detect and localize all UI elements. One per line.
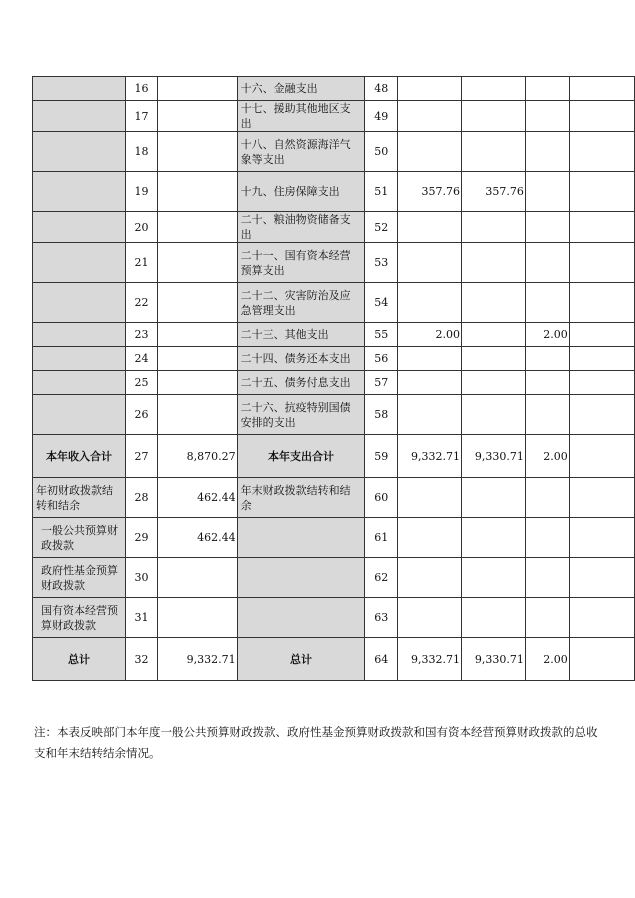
left-amount-cell: 8,870.27 xyxy=(157,435,237,478)
right-label-cell: 十六、金融支出 xyxy=(237,77,365,101)
left-line-number: 19 xyxy=(126,172,158,212)
total-amount-cell xyxy=(398,283,462,323)
left-amount-cell xyxy=(157,347,237,371)
fund-budget-cell xyxy=(525,558,569,598)
right-label-cell: 二十二、灾害防治及应急管理支出 xyxy=(237,283,365,323)
general-budget-cell xyxy=(462,395,526,435)
table-row xyxy=(33,212,635,243)
table-row xyxy=(33,323,635,347)
table-row xyxy=(33,395,635,435)
total-amount-cell: 357.76 xyxy=(398,172,462,212)
total-amount-cell: 9,332.71 xyxy=(398,638,462,681)
state-capital-cell xyxy=(569,101,634,132)
right-label-cell: 总计 xyxy=(237,638,365,681)
left-amount-cell xyxy=(157,598,237,638)
left-label-cell xyxy=(33,323,126,347)
general-budget-cell xyxy=(462,243,526,283)
table-note: 注：本表反映部门本年度一般公共预算财政拨款、政府性基金预算财政拨款和国有资本经营预算财政拨款的总收支和年末结转结余情况。 xyxy=(34,725,598,760)
left-amount-cell xyxy=(157,77,237,101)
general-budget-cell xyxy=(462,132,526,172)
left-line-number: 22 xyxy=(126,283,158,323)
left-label-cell: 政府性基金预算财政拨款 xyxy=(33,558,126,598)
right-label-cell xyxy=(237,558,365,598)
fund-budget-cell xyxy=(525,347,569,371)
left-amount-cell xyxy=(157,243,237,283)
left-label-cell xyxy=(33,243,126,283)
left-line-number: 32 xyxy=(126,638,158,681)
right-line-number: 55 xyxy=(365,323,398,347)
total-amount-cell xyxy=(398,395,462,435)
state-capital-cell xyxy=(569,598,634,638)
total-amount-cell xyxy=(398,347,462,371)
general-budget-cell xyxy=(462,347,526,371)
total-amount-cell xyxy=(398,101,462,132)
left-line-number: 30 xyxy=(126,558,158,598)
state-capital-cell xyxy=(569,558,634,598)
table-row xyxy=(33,598,635,638)
left-amount-cell xyxy=(157,101,237,132)
table-row xyxy=(33,638,635,681)
state-capital-cell xyxy=(569,347,634,371)
right-label-cell: 二十、粮油物资储备支出 xyxy=(237,212,365,243)
right-line-number: 49 xyxy=(365,101,398,132)
general-budget-cell: 357.76 xyxy=(462,172,526,212)
state-capital-cell xyxy=(569,478,634,518)
right-line-number: 63 xyxy=(365,598,398,638)
left-line-number: 26 xyxy=(126,395,158,435)
left-line-number: 17 xyxy=(126,101,158,132)
fund-budget-cell: 2.00 xyxy=(525,323,569,347)
fund-budget-cell xyxy=(525,243,569,283)
right-label-cell: 二十一、国有资本经营预算支出 xyxy=(237,243,365,283)
table-body xyxy=(33,77,635,681)
general-budget-cell xyxy=(462,283,526,323)
general-budget-cell xyxy=(462,598,526,638)
general-budget-cell xyxy=(462,518,526,558)
right-line-number: 48 xyxy=(365,77,398,101)
right-label-cell xyxy=(237,598,365,638)
right-label-cell: 十九、住房保障支出 xyxy=(237,172,365,212)
right-line-number: 54 xyxy=(365,283,398,323)
total-amount-cell xyxy=(398,598,462,638)
table-row xyxy=(33,243,635,283)
total-amount-cell xyxy=(398,478,462,518)
left-label-cell: 国有资本经营预算财政拨款 xyxy=(33,598,126,638)
budget-table xyxy=(32,76,635,681)
general-budget-cell: 9,330.71 xyxy=(462,435,526,478)
right-line-number: 53 xyxy=(365,243,398,283)
table-row xyxy=(33,77,635,101)
fund-budget-cell xyxy=(525,283,569,323)
table-row xyxy=(33,371,635,395)
left-label-cell xyxy=(33,77,126,101)
left-amount-cell: 9,332.71 xyxy=(157,638,237,681)
fund-budget-cell xyxy=(525,598,569,638)
table-row xyxy=(33,283,635,323)
right-label-cell: 二十三、其他支出 xyxy=(237,323,365,347)
total-amount-cell xyxy=(398,518,462,558)
right-line-number: 58 xyxy=(365,395,398,435)
state-capital-cell xyxy=(569,243,634,283)
right-label-cell: 二十五、债务付息支出 xyxy=(237,371,365,395)
fund-budget-cell xyxy=(525,172,569,212)
fund-budget-cell: 2.00 xyxy=(525,435,569,478)
left-line-number: 25 xyxy=(126,371,158,395)
state-capital-cell xyxy=(569,518,634,558)
right-line-number: 52 xyxy=(365,212,398,243)
left-line-number: 31 xyxy=(126,598,158,638)
table-row xyxy=(33,347,635,371)
left-line-number: 20 xyxy=(126,212,158,243)
general-budget-cell xyxy=(462,371,526,395)
fund-budget-cell xyxy=(525,371,569,395)
table-row xyxy=(33,172,635,212)
fund-budget-cell xyxy=(525,518,569,558)
right-label-cell xyxy=(237,518,365,558)
left-label-cell xyxy=(33,101,126,132)
right-line-number: 64 xyxy=(365,638,398,681)
state-capital-cell xyxy=(569,323,634,347)
state-capital-cell xyxy=(569,172,634,212)
left-label-cell xyxy=(33,212,126,243)
total-amount-cell: 2.00 xyxy=(398,323,462,347)
right-label-cell: 年末财政拨款结转和结余 xyxy=(237,478,365,518)
left-line-number: 27 xyxy=(126,435,158,478)
left-amount-cell xyxy=(157,132,237,172)
right-label-cell: 十七、援助其他地区支出 xyxy=(237,101,365,132)
left-line-number: 23 xyxy=(126,323,158,347)
right-label-cell: 十八、自然资源海洋气象等支出 xyxy=(237,132,365,172)
right-line-number: 62 xyxy=(365,558,398,598)
fund-budget-cell xyxy=(525,132,569,172)
fund-budget-cell xyxy=(525,395,569,435)
fund-budget-cell xyxy=(525,212,569,243)
fund-budget-cell xyxy=(525,101,569,132)
right-line-number: 51 xyxy=(365,172,398,212)
total-amount-cell xyxy=(398,77,462,101)
right-line-number: 56 xyxy=(365,347,398,371)
left-label-cell xyxy=(33,283,126,323)
general-budget-cell xyxy=(462,323,526,347)
state-capital-cell xyxy=(569,77,634,101)
total-amount-cell: 9,332.71 xyxy=(398,435,462,478)
right-line-number: 60 xyxy=(365,478,398,518)
general-budget-cell: 9,330.71 xyxy=(462,638,526,681)
general-budget-cell xyxy=(462,77,526,101)
left-amount-cell xyxy=(157,395,237,435)
general-budget-cell xyxy=(462,101,526,132)
general-budget-cell xyxy=(462,558,526,598)
state-capital-cell xyxy=(569,435,634,478)
fund-budget-cell: 2.00 xyxy=(525,638,569,681)
total-amount-cell xyxy=(398,132,462,172)
state-capital-cell xyxy=(569,283,634,323)
left-line-number: 28 xyxy=(126,478,158,518)
state-capital-cell xyxy=(569,132,634,172)
general-budget-cell xyxy=(462,212,526,243)
state-capital-cell xyxy=(569,371,634,395)
left-label-cell xyxy=(33,132,126,172)
left-label-cell xyxy=(33,347,126,371)
left-amount-cell xyxy=(157,323,237,347)
left-label-cell: 总计 xyxy=(33,638,126,681)
total-amount-cell xyxy=(398,212,462,243)
left-line-number: 29 xyxy=(126,518,158,558)
table-row xyxy=(33,478,635,518)
left-line-number: 16 xyxy=(126,77,158,101)
left-label-cell: 年初财政拨款结转和结余 xyxy=(33,478,126,518)
left-line-number: 18 xyxy=(126,132,158,172)
fund-budget-cell xyxy=(525,77,569,101)
left-line-number: 24 xyxy=(126,347,158,371)
left-label-cell xyxy=(33,371,126,395)
right-label-cell: 本年支出合计 xyxy=(237,435,365,478)
left-line-number: 21 xyxy=(126,243,158,283)
right-line-number: 57 xyxy=(365,371,398,395)
state-capital-cell xyxy=(569,395,634,435)
left-label-cell xyxy=(33,172,126,212)
total-amount-cell xyxy=(398,243,462,283)
left-label-cell: 一般公共预算财政拨款 xyxy=(33,518,126,558)
left-amount-cell xyxy=(157,283,237,323)
right-line-number: 50 xyxy=(365,132,398,172)
table-row xyxy=(33,518,635,558)
total-amount-cell xyxy=(398,371,462,395)
left-label-cell xyxy=(33,395,126,435)
right-label-cell: 二十六、抗疫特别国债安排的支出 xyxy=(237,395,365,435)
left-amount-cell xyxy=(157,558,237,598)
right-line-number: 59 xyxy=(365,435,398,478)
table-row xyxy=(33,132,635,172)
left-amount-cell xyxy=(157,212,237,243)
fund-budget-cell xyxy=(525,478,569,518)
total-amount-cell xyxy=(398,558,462,598)
state-capital-cell xyxy=(569,638,634,681)
left-amount-cell xyxy=(157,172,237,212)
general-budget-cell xyxy=(462,478,526,518)
state-capital-cell xyxy=(569,212,634,243)
right-label-cell: 二十四、债务还本支出 xyxy=(237,347,365,371)
table-row xyxy=(33,435,635,478)
right-line-number: 61 xyxy=(365,518,398,558)
left-amount-cell: 462.44 xyxy=(157,518,237,558)
left-amount-cell: 462.44 xyxy=(157,478,237,518)
table-row xyxy=(33,101,635,132)
left-label-cell: 本年收入合计 xyxy=(33,435,126,478)
table-row xyxy=(33,558,635,598)
left-amount-cell xyxy=(157,371,237,395)
